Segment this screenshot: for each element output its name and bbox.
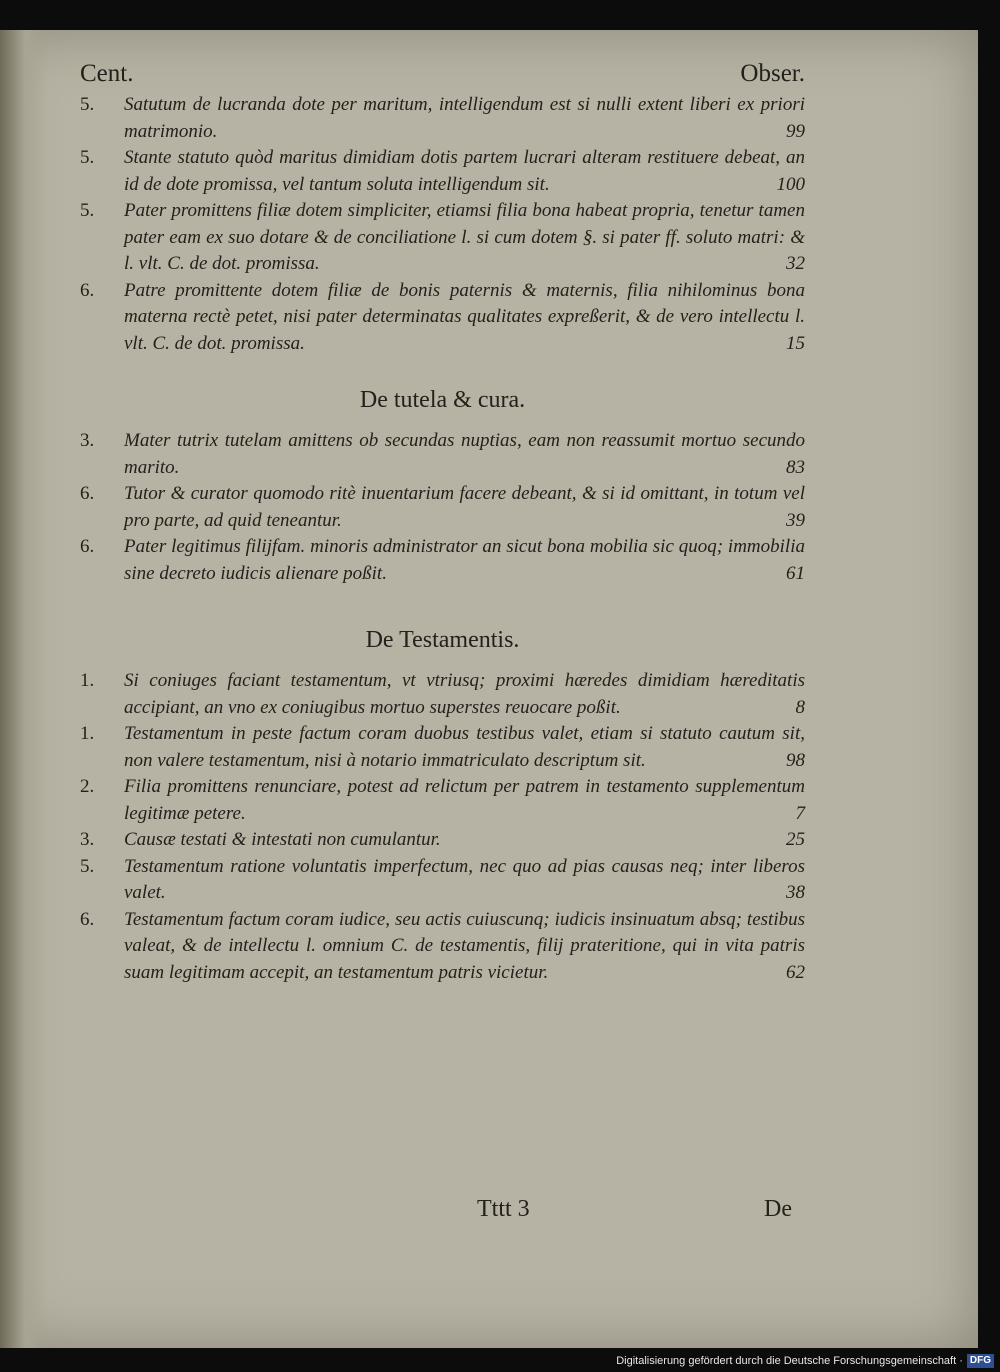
entry-body — [124, 854, 805, 907]
index-section — [80, 627, 805, 986]
entry-text: Pater promittens filiæ dotem simpliciter, etiamsi filia bona habeat propria, tenetur tamen pater eam ex suo dotare & de conciliatione l. si cum dotem §. si pater ff. soluto matri: & l. vlt. C. de dot. promissa. — [124, 200, 805, 274]
index-section — [80, 387, 805, 587]
entry-text: Testamentum ratione voluntatis imperfectum, nec quo ad pias causas neq; inter liberos valet. — [124, 855, 805, 903]
observation-number: 83 — [786, 456, 805, 478]
entry-body — [124, 198, 805, 278]
observation-number: 100 — [776, 173, 805, 195]
entry-number: 5. — [80, 200, 95, 221]
entry-number: 5. — [80, 855, 95, 877]
observation-number: 39 — [786, 509, 805, 531]
entry-number: 3. — [80, 430, 95, 451]
entry-number: 1. — [80, 723, 95, 744]
entry-body — [124, 481, 805, 534]
entry-number: 5. — [80, 147, 95, 168]
index-entry — [80, 854, 805, 907]
entry-body — [124, 721, 805, 774]
observation-number: 99 — [786, 120, 805, 142]
running-head-right: Obser. — [740, 60, 805, 87]
index-entry — [80, 774, 805, 827]
page-footer — [80, 1196, 792, 1230]
entry-body — [124, 278, 805, 358]
index-entry — [80, 907, 805, 987]
entry-text: Tutor & curator quomodo ritè inuentarium facere debeant, & si id omittant, in totum vel pro parte, ad quid teneantur. — [124, 483, 805, 531]
entry-number: 6. — [80, 908, 95, 930]
entry-number: 6. — [80, 483, 95, 504]
entry-number: 5. — [80, 94, 95, 115]
index-entry — [80, 481, 805, 534]
entry-number: 2. — [80, 776, 95, 797]
page-binding-shadow — [0, 30, 46, 1348]
entry-body — [124, 92, 805, 145]
observation-number: 8 — [795, 696, 805, 718]
entry-text: Pater legitimus filijfam. minoris administrator an sicut bona mobilia sic quoq; immobilia sine decreto iudicis alienare poßit. — [124, 536, 805, 584]
running-head-left: Cent. — [80, 60, 134, 87]
observation-number: 32 — [786, 253, 805, 274]
observation-number: 25 — [786, 829, 805, 850]
entry-text: Stante statuto quòd maritus dimidiam dotis partem lucrari alteram restituere debeat, an id de dote promissa, vel tantum soluta intelligendum sit. — [124, 147, 805, 195]
entry-text: Testamentum in peste factum coram duobus testibus valet, etiam si statuto cautum sit, non valere testamentum, nisi à notario immatriculato descriptum sit. — [124, 723, 805, 771]
index-entry — [80, 534, 805, 587]
digitization-credit — [616, 1352, 994, 1370]
index-entry — [80, 198, 805, 278]
entry-text: Filia promittens renunciare, potest ad relictum per patrem in testamento supplementum legitimæ petere. — [124, 776, 805, 824]
entry-text: Mater tutrix tutelam amittens ob secundas nuptias, eam non reassumit mortuo secundo marito. — [124, 430, 805, 478]
index-entry — [80, 278, 805, 358]
credit-text: Digitalisierung gefördert durch die Deutsche Forschungsgemeinschaft · — [616, 1355, 963, 1367]
entry-number: 1. — [80, 670, 95, 691]
index-entry — [80, 428, 805, 481]
index-entry — [80, 721, 805, 774]
entry-text: Causæ testati & intestati non cumulantur. — [124, 829, 441, 850]
entry-body — [124, 774, 805, 827]
entry-number: 6. — [80, 536, 95, 557]
observation-number: 7 — [795, 802, 805, 824]
observation-number: 15 — [786, 332, 805, 354]
entry-text: Si coniuges faciant testamentum, vt vtriusq; proximi hæredes dimidiam hæreditatis accipiant, an vno ex coniugibus mortuo superstes reuocare poßit. — [124, 670, 805, 718]
entry-body — [124, 668, 805, 721]
index-entry — [80, 145, 805, 198]
observation-number: 62 — [786, 961, 805, 983]
entry-body — [124, 907, 805, 987]
entry-body — [124, 428, 805, 481]
section-title: De tutela & cura. — [359, 387, 526, 413]
signature-mark: Tttt 3 — [477, 1196, 530, 1222]
running-head — [80, 60, 805, 88]
entry-text: Patre promittente dotem filiæ de bonis paternis & maternis, filia nihilominus bona materna rectè petet, nisi pater determinatas qualitates expreßerit, & de vero intellectu l. vlt. C. de dot. promissa. — [124, 279, 805, 354]
observation-number: 61 — [786, 562, 805, 584]
entry-body — [124, 145, 805, 198]
entry-text: Testamentum factum coram iudice, seu actis cuiuscunq; iudicis insinuatum absq; testibus valeat, & de intellectu l. omnium C. de testamentis, filij prateritione, qui in vita patris suam legitimam accepit, an testamentum patris vicietur. — [124, 908, 805, 983]
entry-body — [124, 534, 805, 587]
index-entry — [80, 668, 805, 721]
entry-body — [124, 827, 805, 854]
index-sections — [80, 92, 805, 986]
index-section — [80, 92, 805, 357]
observation-number: 98 — [786, 749, 805, 771]
observation-number: 38 — [786, 882, 805, 903]
page-text — [80, 60, 805, 986]
index-entry — [80, 92, 805, 145]
entry-number: 3. — [80, 829, 95, 850]
section-title: De Testamentis. — [365, 627, 520, 653]
catchword: De — [764, 1196, 792, 1222]
entry-text: Satutum de lucranda dote per maritum, intelligendum est si nulli extent liberi ex priori matrimonio. — [124, 94, 805, 142]
index-entry — [80, 827, 805, 854]
entry-number: 6. — [80, 279, 95, 301]
dfg-logo: DFG — [967, 1354, 994, 1368]
